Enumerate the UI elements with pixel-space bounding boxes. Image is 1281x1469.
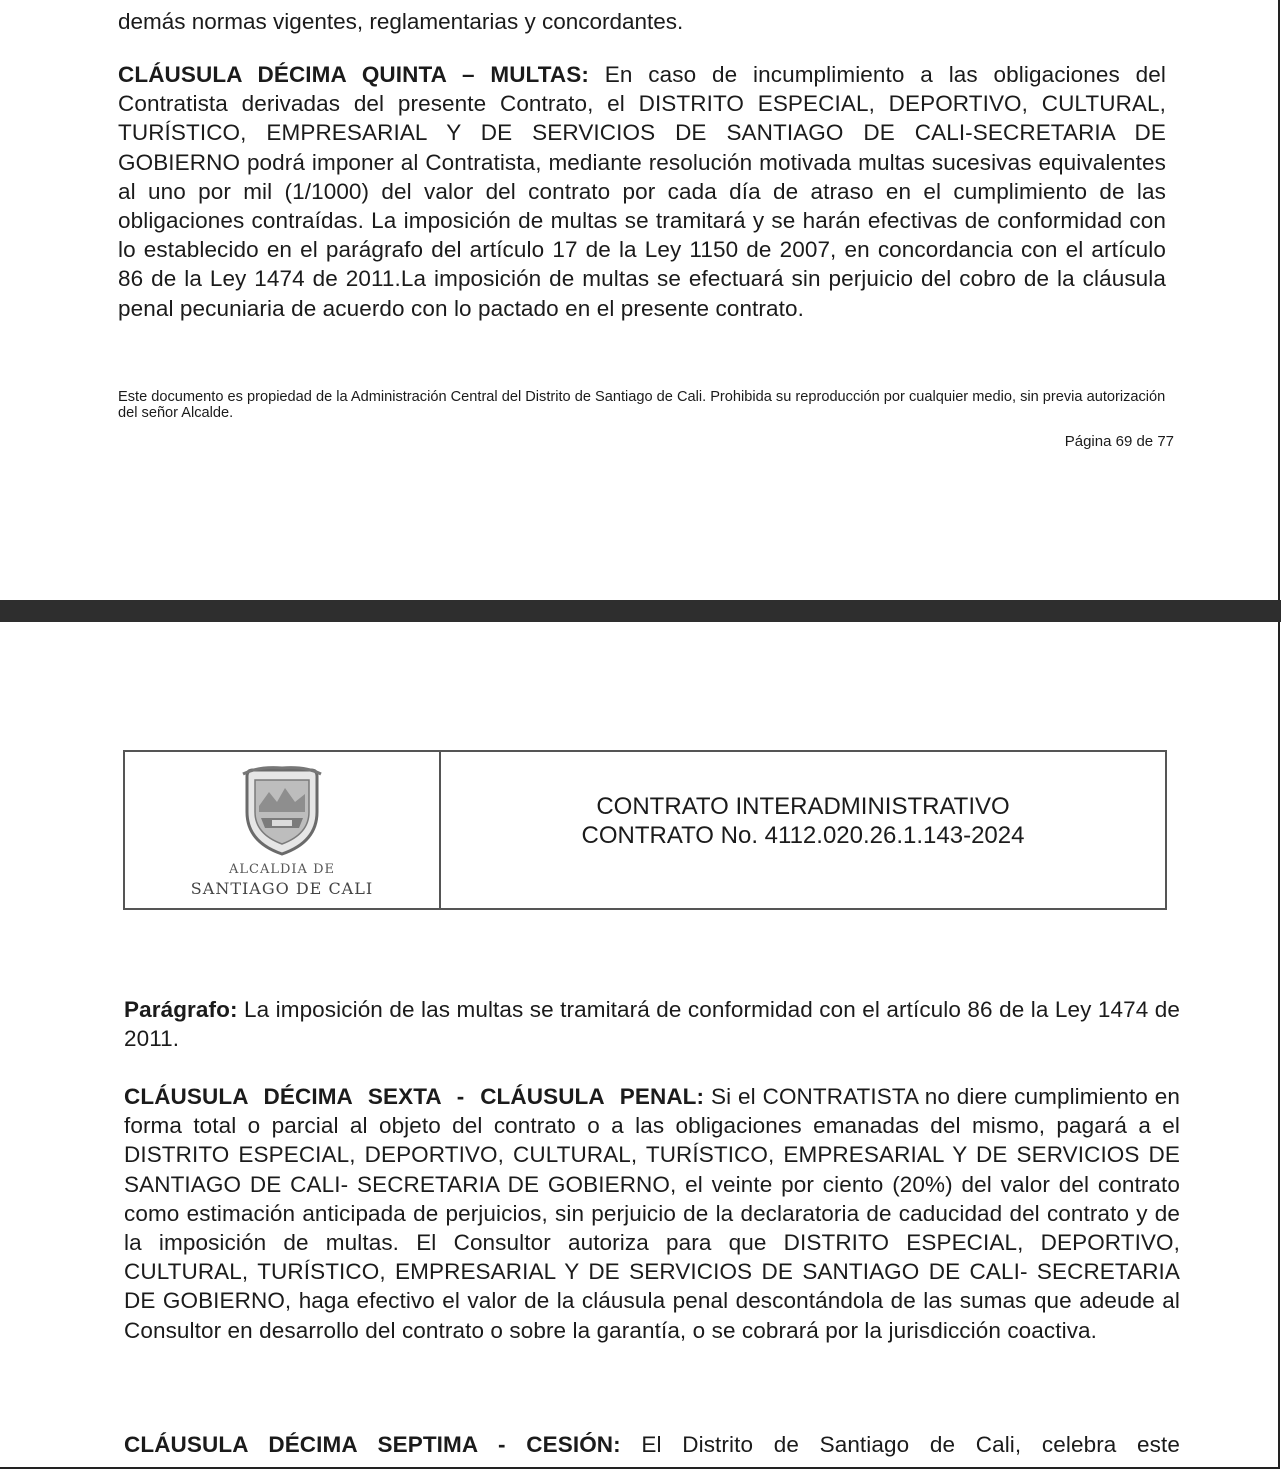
footer-disclaimer: Este documento es propiedad de la Administración Central del Distrito de Santiago de Cali. Prohibida su reproducción por cualquier medio, sin previa autorización del señor Alcalde.	[118, 389, 1166, 421]
clause-16-paragraph	[124, 1082, 1180, 1345]
document-page-70	[0, 622, 1280, 1469]
clause-15-paragraph	[118, 60, 1166, 323]
clause-16-heading: CLÁUSULA DÉCIMA SEXTA - CLÁUSULA PENAL:	[124, 1084, 705, 1109]
paragrafo-text: La imposición de las multas se tramitará de conformidad con el artículo 86 de la Ley 1474 de 2011.	[124, 997, 1180, 1052]
paragrafo-heading: Parágrafo:	[124, 997, 238, 1022]
page-separator	[0, 600, 1281, 622]
contract-header	[123, 750, 1167, 910]
cut-off-line: demás normas vigentes, reglamentarias y concordantes.	[118, 9, 684, 34]
coat-of-arms-icon	[239, 766, 325, 858]
title-cell	[441, 752, 1165, 908]
page-number: Página 69 de 77	[1064, 433, 1174, 450]
clause-17-heading: CLÁUSULA DÉCIMA SEPTIMA - CESIÓN:	[124, 1432, 621, 1457]
paragrafo-paragraph	[124, 995, 1180, 1053]
logo-line-2: SANTIAGO DE CALI	[190, 879, 374, 898]
clause-16-text: Si el CONTRATISTA no diere cumplimiento en forma total o parcial al objeto del contrato o a las obligaciones emanadas del mismo, pagará a el DISTRITO ESPECIAL, DEPORTIVO, CULTURAL, TURÍSTICO, EMPRESARIAL Y DE SERVICIOS DE SANTIAGO DE CALI- SECRETARIA DE GOBIERNO, el veinte por ciento (20%) del valor del contrato como estimación anticipada de perjuicios, sin perjuicio de la declaratoria de caducidad del contrato y de la imposición de multas. El Consultor autoriza para que DISTRITO ESPECIAL, DEPORTIVO, CULTURAL, TURÍSTICO, EMPRESARIAL Y DE SERVICIOS DE SANTIAGO DE CALI- SECRETARIA DE GOBIERNO, haga efectivo el valor de la cláusula penal descontándola de las sumas que adeude al Consultor en desarrollo del contrato o sobre la garantía, o se cobrará por la jurisdicción coactiva.	[124, 1084, 1180, 1343]
clause-17-text: El Distrito de Santiago de Cali, celebra este	[620, 1432, 1180, 1457]
clause-15-heading: CLÁUSULA DÉCIMA QUINTA – MULTAS:	[118, 62, 589, 87]
document-page-69	[0, 0, 1280, 600]
logo-cell	[125, 752, 441, 908]
contract-number-title: CONTRATO No. 4112.020.26.1.143-2024	[581, 822, 1025, 849]
clause-17-paragraph	[124, 1430, 1180, 1459]
logo-line-1: ALCALDIA DE	[229, 862, 335, 877]
clause-15-text: En caso de incumplimiento a las obligaciones del Contratista derivadas del presente Contrato, el DISTRITO ESPECIAL, DEPORTIVO, CULTURAL, TURÍSTICO, EMPRESARIAL Y DE SERVICIOS DE SANTIAGO DE CALI-SECRETARIA DE GOBIERNO podrá imponer al Contratista, mediante resolución motivada multas sucesivas equivalentes al uno por mil (1/1000) del valor del contrato por cada día de atraso en el cumplimiento de las obligaciones contraídas. La imposición de multas se tramitará y se harán efectivas de conformidad con lo establecido en el parágrafo del artículo 17 de la Ley 1150 de 2007, en concordancia con el artículo 86 de la Ley 1474 de 2011.La imposición de multas se efectuará sin perjuicio del cobro de la cláusula penal pecuniaria de acuerdo con lo pactado en el presente contrato.	[118, 62, 1166, 321]
contract-type-title: CONTRATO INTERADMINISTRATIVO	[596, 793, 1010, 820]
